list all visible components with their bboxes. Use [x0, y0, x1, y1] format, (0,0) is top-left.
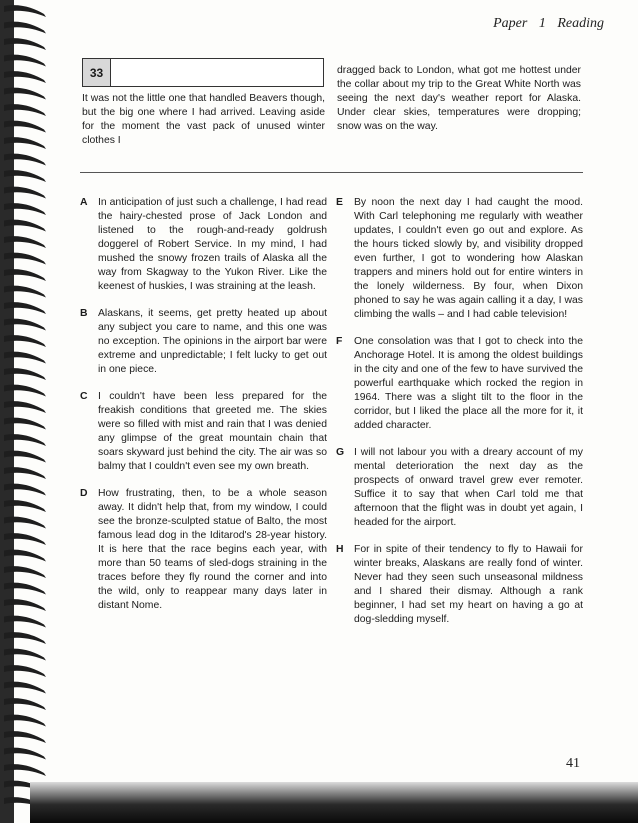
option-a	[80, 196, 327, 294]
option-letter: C	[80, 391, 88, 402]
option-b	[80, 307, 327, 377]
intro-text-left: It was not the little one that handled Beavers though, but the big one where I had arrived. Leaving aside for the moment the vast pack of unused winter clothes I	[82, 93, 325, 146]
question-number: 33	[83, 59, 111, 86]
scan-shadow	[30, 782, 638, 823]
options-column-left	[80, 196, 327, 626]
option-f	[336, 335, 583, 433]
intro-text-right: dragged back to London, what got me hottest under the collar about my trip to the Great White North was seeing the next day's weather report for Alaska. Under clear skies, temperatures were dropping; snow was on the way.	[337, 65, 581, 132]
option-d	[80, 487, 327, 613]
option-letter: A	[80, 197, 88, 208]
option-letter: D	[80, 488, 88, 499]
option-letter: G	[336, 447, 345, 458]
spiral-binding	[0, 0, 60, 823]
option-text: By noon the next day I had caught the mood. With Carl telephoning me regularly with weather updates, I couldn't even go out and explore. As the hours ticked slowly by, and visibility dropped even further, I got to wondering how Alaskan trappers and miners hold out for entire winters in the lonely wilderness. By four, when Dixon phoned to say he was again calling it a day, I was climbing the walls – and I had cable television!	[354, 197, 583, 320]
option-letter: F	[336, 336, 343, 347]
option-e	[336, 196, 583, 322]
option-text: Alaskans, it seems, get pretty heated up about any subject you care to name, and this one was no exception. The opinions in the airport bar were extreme and unpredictable; I felt lucky to get out in one piece.	[98, 308, 327, 375]
page-number: 41	[566, 756, 580, 771]
paper-label: Paper 1	[493, 16, 546, 31]
option-text: I couldn't have been less prepared for the freakish conditions that greeted me. The skies were so filled with mist and rain that I was denied any glimpse of the great mountain chain that soars skyward just behind the city. The air was so balmy that I couldn't even see my own breath.	[98, 391, 327, 472]
option-text: One consolation was that I got to check into the Anchorage Hotel. It is among the oldest buildings in the city and one of the few to have survived the powerful earthquake which rocked the region in 1964. There was a slight tilt to the floor in the corridor, but I liked the place all the more for it, it added character.	[354, 336, 583, 431]
option-text: For in spite of their tendency to fly to Hawaii for winter breaks, Alaskans are really fond of winter. Never had they seen such unseasonal mildness and I shared their dismay. Although a rank beginner, I had set my heart on having a go at dog-sledding myself.	[354, 544, 583, 625]
option-letter: H	[336, 544, 344, 555]
divider-line	[80, 172, 583, 173]
option-text: How frustrating, then, to be a whole season away. It didn't help that, from my window, I could see the bronze-sculpted statue of Balto, the most famous lead dog in the Iditarod's 28-year history. It is here that the race begins each year, with more than 50 teams of sled-dogs straining in the traces before they fly round the corner and into the wild, only to reappear many days later in distant Nome.	[98, 488, 327, 611]
option-text: In anticipation of just such a challenge, I had read the hairy-chested prose of Jack London and listened to the rough-and-ready goldrush doggerel of Robert Service. In my mind, I had mushed the snowy frozen trails of Alaska all the way from Skagway to the Yukon River. Like the keenest of huskies, I was straining at the leash.	[98, 197, 327, 292]
option-text: I will not labour you with a dreary account of my mental deterioration the next day as the prospects of onward travel grew ever remoter. Suffice it to say that when Carl told me that afternoon that the flight was in doubt yet again, I headed for the airport.	[354, 447, 583, 528]
options-column-right	[336, 196, 583, 640]
option-g	[336, 446, 583, 530]
option-c	[80, 390, 327, 474]
option-letter: E	[336, 197, 343, 208]
option-h	[336, 543, 583, 627]
answer-gap-box[interactable]	[82, 58, 324, 87]
section-label: Reading	[557, 16, 604, 31]
page-header	[493, 16, 604, 32]
option-letter: B	[80, 308, 88, 319]
